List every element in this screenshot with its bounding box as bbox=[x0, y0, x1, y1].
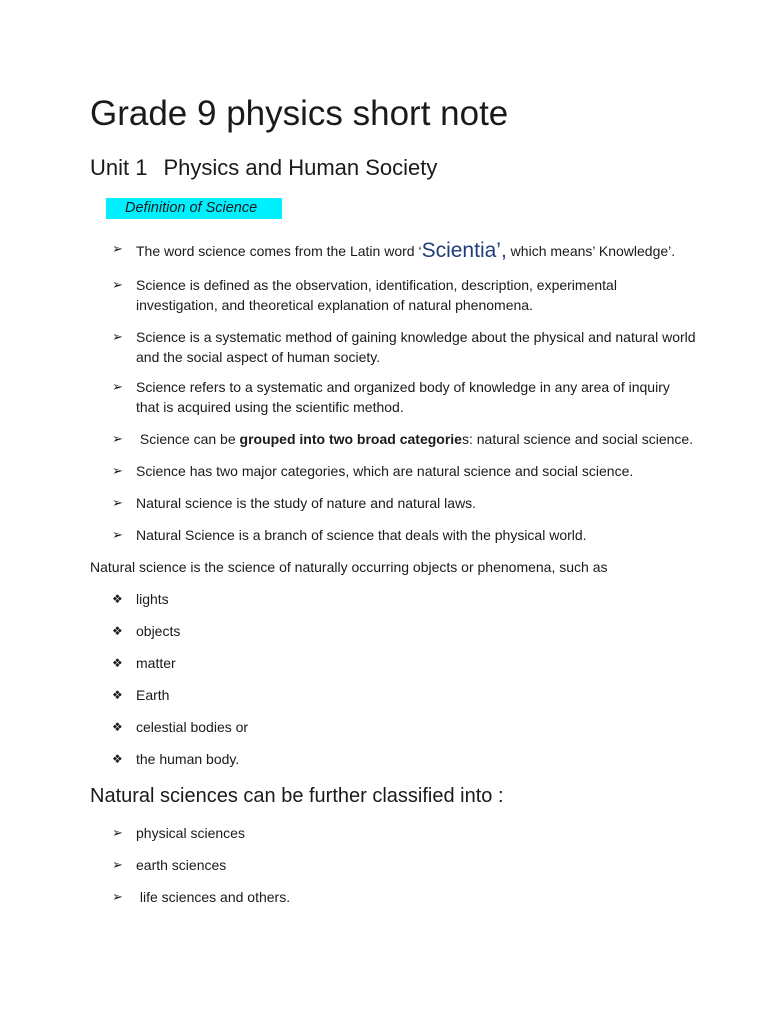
list-item: Science can be grouped into two broad categories: natural science and social science. bbox=[136, 431, 694, 447]
arrowhead-bullet-icon: ➢ bbox=[112, 379, 123, 394]
section-highlight bbox=[106, 198, 282, 219]
four-diamond-bullet-icon: ❖ bbox=[112, 656, 123, 670]
list-item: The word science comes from the Latin word ‘Scientia’, which means’ Knowledge’. bbox=[136, 239, 676, 262]
list-item: Earth bbox=[136, 687, 170, 703]
arrowhead-bullet-icon: ➢ bbox=[112, 277, 123, 292]
list-item: objects bbox=[136, 623, 181, 639]
four-diamond-bullet-icon: ❖ bbox=[112, 688, 123, 702]
arrowhead-bullet-icon: ➢ bbox=[112, 857, 123, 872]
latin-word: Scientia’, bbox=[421, 239, 507, 262]
four-diamond-bullet-icon: ❖ bbox=[112, 752, 123, 766]
list-item: Natural Science is a branch of science that deals with the physical world. bbox=[136, 527, 587, 543]
list-item: Science is defined as the observation, identification, description, experimental investigation, and theoretical explanation of natural phenomena. bbox=[136, 277, 617, 313]
list-item: lights bbox=[136, 591, 169, 607]
list-item: Science has two major categories, which are natural science and social science. bbox=[136, 463, 634, 479]
list-item: celestial bodies or bbox=[136, 719, 249, 735]
body-paragraph: Natural science is the science of naturally occurring objects or phenomena, such as bbox=[90, 559, 608, 575]
list-item: Science refers to a systematic and organized body of knowledge in any area of inquiry that is acquired using the scientific method. bbox=[136, 379, 670, 415]
arrowhead-bullet-icon: ➢ bbox=[112, 431, 123, 446]
list-item: earth sciences bbox=[136, 857, 227, 873]
list-item: matter bbox=[136, 655, 176, 671]
arrowhead-bullet-icon: ➢ bbox=[112, 495, 123, 510]
bold-phrase: grouped into two broad categorie bbox=[239, 431, 462, 447]
section-subheading: Natural sciences can be further classified into : bbox=[90, 785, 504, 807]
list-item: the human body. bbox=[136, 751, 240, 767]
page-title: Grade 9 physics short note bbox=[90, 94, 509, 133]
list-item: Natural science is the study of nature and natural laws. bbox=[136, 495, 477, 511]
list-item: life sciences and others. bbox=[136, 889, 291, 905]
arrowhead-bullet-icon: ➢ bbox=[112, 825, 123, 840]
list-item: physical sciences bbox=[136, 825, 245, 841]
arrowhead-bullet-icon: ➢ bbox=[112, 527, 123, 542]
unit-heading bbox=[90, 154, 437, 182]
four-diamond-bullet-icon: ❖ bbox=[112, 624, 123, 638]
arrowhead-bullet-icon: ➢ bbox=[112, 329, 123, 344]
arrowhead-bullet-icon: ➢ bbox=[112, 463, 123, 478]
list-item: Science is a systematic method of gaining knowledge about the physical and natural world and the social aspect of human society. bbox=[136, 329, 696, 365]
unit-name: Physics and Human Society bbox=[163, 155, 438, 180]
arrowhead-bullet-icon: ➢ bbox=[112, 889, 123, 904]
section-label: Definition of Science bbox=[125, 200, 258, 216]
four-diamond-bullet-icon: ❖ bbox=[112, 592, 123, 606]
arrowhead-bullet-icon: ➢ bbox=[112, 241, 123, 256]
four-diamond-bullet-icon: ❖ bbox=[112, 720, 123, 734]
unit-number: Unit 1 bbox=[90, 155, 148, 180]
